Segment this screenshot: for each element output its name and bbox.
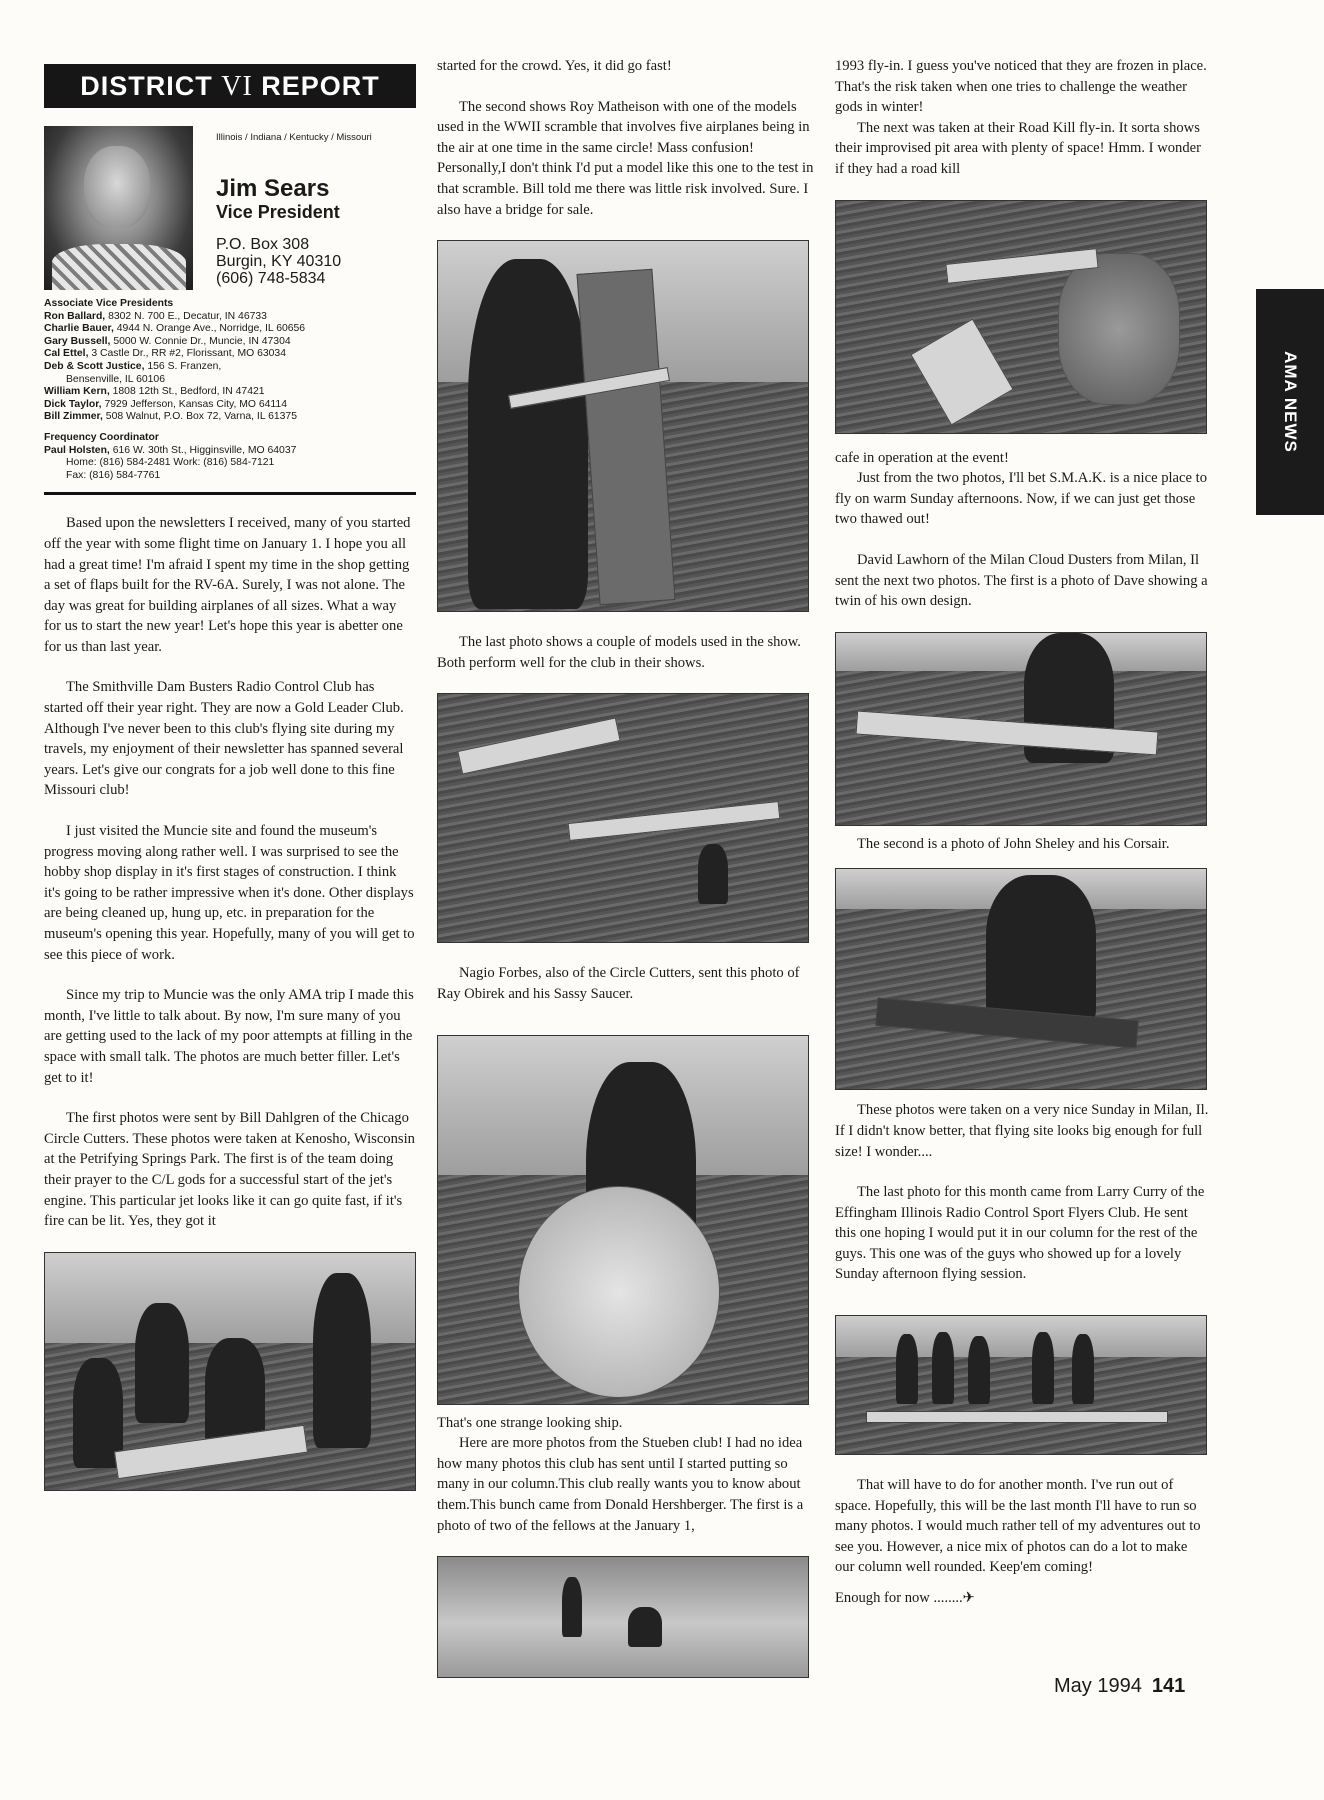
paragraph: The second shows Roy Matheison with one of the models used in the WWII scramble that involves five airplanes being in the air at one time in the same circle! Mass confusion! Personally,I don't think I'd put a model like this one to the test in that scramble. Bill told me there was little risk involved. Sure. I also have a bridge for sale. [437, 98, 814, 218]
closing-line: Enough for now ........✈ [835, 1590, 975, 1607]
assoc-entry [44, 386, 416, 399]
assoc-entry [44, 311, 416, 324]
issue-date: May 1994 [1054, 1675, 1142, 1697]
address-line: (606) 748-5834 [216, 270, 326, 287]
district-banner [44, 64, 416, 108]
associate-list [44, 298, 416, 482]
page-folio [1054, 1675, 1185, 1698]
assoc-info: 5000 W. Connie Dr., Muncie, IN 47304 [113, 335, 291, 347]
assoc-name: Cal Ettel, [44, 348, 89, 360]
paragraph: I just visited the Muncie site and found the museum's progress moving along rather well. I was surprised to see the hobby shop display in it's first stages of construction. I think it's going to be rather impressive when it's done. Other displays are being cleaned up, hung up, etc. in preparation for the museum's opening this year. Hopefully, many of you will get to see this piece of work. [44, 823, 415, 963]
banner-text: DISTRICT [80, 71, 222, 101]
photo-dave-twin [835, 632, 1207, 826]
paragraph: Here are more photos from the Stueben club! I had no idea how many photos this club has sent until I started putting so many in our column.This club really wants you to know about them.This bunch came from Donald Hershberger. The first is a photo of two of the fellows at the January 1, [437, 1435, 804, 1534]
paragraph: The last photo for this month came from Larry Curry of the Effingham Illinois Radio Control Sport Flyers Club. He sent this one hoping I would put it in our column for the rest of the guys. This one was of the guys who showed up for a lovely Sunday afternoon flying session. [835, 1184, 1205, 1283]
assoc-entry [44, 348, 416, 361]
assoc-name: Dick Taylor, [44, 398, 102, 410]
author-address [216, 236, 341, 287]
ama-news-label: AMA NEWS [1281, 351, 1300, 453]
author-name: Jim Sears [216, 175, 330, 202]
assoc-entry [44, 361, 416, 374]
banner-text-end: REPORT [252, 71, 380, 101]
freq-fax: Fax: (816) 584-7761 [66, 469, 161, 481]
assoc-info: 508 Walnut, P.O. Box 72, Varna, IL 61375 [105, 411, 297, 423]
paragraph: That will have to do for another month. I've run out of space. Hopefully, this will be the last month I'll have to run so many photos. I would much rather tell of my adventures out to see you. However, a nice mix of photos can do a lot to make our column well rounded. Keep'em coming! [835, 1477, 1201, 1576]
paragraph: The last photo shows a couple of models used in the show. Both perform well for the club in their shows. [437, 634, 801, 671]
paragraph: The second is a photo of John Sheley and his Corsair. [857, 835, 1170, 852]
assoc-info: 156 S. Franzen, [147, 360, 222, 372]
paragraph: Nagio Forbes, also of the Circle Cutters, sent this photo of Ray Obirek and his Sassy Saucer. [437, 965, 800, 1002]
column-left [44, 56, 416, 1491]
column-middle [437, 56, 815, 1678]
freq-heading: Frequency Coordinator [44, 431, 159, 443]
portrait-shirt [52, 244, 186, 290]
portrait-face [84, 146, 150, 228]
assoc-info: 7929 Jefferson, Kansas City, MO 64114 [104, 398, 287, 410]
photo-circle-cutters-team [44, 1252, 416, 1491]
paragraph: 1993 fly-in. I guess you've noticed that they are frozen in place. That's the risk taken when one tries to challenge the weather gods in winter! [835, 58, 1207, 116]
freq-phone: Home: (816) 584-2481 Work: (816) 584-7121 [66, 457, 275, 469]
paragraph: cafe in operation at the event! [835, 449, 1009, 466]
paragraph: Based upon the newsletters I received, many of you started off the year with some flight time on January 1. I hope you all had a great time! I'm afraid I spent my time in the shop getting a set of flaps built for the RV-6A. Surely, I was not alone. The day was great for building airplanes of all sizes. What a way for us to start the new year! Let's hope this year is abetter one for us than last year. [44, 515, 411, 655]
column-right [835, 56, 1209, 1609]
paragraph: That's one strange looking ship. [437, 1414, 623, 1431]
author-portrait [44, 126, 193, 290]
assoc-info: 8302 N. 700 E., Decatur, IN 46733 [108, 310, 267, 322]
freq-entry [44, 445, 416, 458]
page-number: 141 [1151, 1675, 1186, 1697]
freq-name: Paul Holsten, [44, 444, 110, 456]
author-title: Vice President [216, 202, 340, 222]
header-rule [44, 492, 416, 495]
banner-roman: VI [221, 71, 253, 102]
assoc-name: Gary Bussell, [44, 335, 111, 347]
assoc-info: 4944 N. Orange Ave., Norridge, IL 60656 [116, 323, 306, 335]
paragraph: Since my trip to Muncie was the only AMA trip I made this month, I've little to talk about. By now, I'm sure many of you are getting used to the lack of my poor attempts at filling in the space with small talk. The photos are much better filler. Let's get to it! [44, 987, 414, 1086]
assoc-name: Deb & Scott Justice, [44, 360, 145, 372]
paragraph: These photos were taken on a very nice Sunday in Milan, Il. If I didn't know better, that flying site looks big enough for full size! I wonder.... [835, 1102, 1209, 1160]
author-block [44, 118, 416, 288]
assoc-name: William Kern, [44, 386, 110, 398]
address-line: P.O. Box 308 [216, 236, 310, 253]
assoc-name: Charlie Bauer, [44, 323, 114, 335]
photo-john-sheley-corsair [835, 868, 1207, 1090]
paragraph: David Lawhorn of the Milan Cloud Dusters from Milan, Il sent the next two photos. The first is a photo of Dave showing a twin of his own design. [835, 551, 1208, 610]
photo-sassy-saucer [437, 1035, 809, 1405]
paragraph: The Smithville Dam Busters Radio Control Club has started off their year right. They are now a Gold Leader Club. Although I've never been to this club's flying site during my travels, my enjoyment of their newsletter has spanned several years. Let's give our congrats for a job well done to this fine Missouri club! [44, 679, 404, 799]
assoc-name: Bill Zimmer, [44, 411, 103, 423]
photo-effingham-group [835, 1315, 1207, 1455]
assoc-name: Ron Ballard, [44, 310, 106, 322]
assoc-info: 3 Castle Dr., RR #2, Florissant, MO 63034 [91, 348, 286, 360]
ama-news-tab [1256, 289, 1324, 515]
paragraph: started for the crowd. Yes, it did go fast! [437, 58, 672, 74]
assoc-info: 1808 12th St., Bedford, IN 47421 [112, 386, 265, 398]
assoc-entry [44, 399, 416, 412]
paragraph: The first photos were sent by Bill Dahlgren of the Chicago Circle Cutters. These photos were taken at Kenosho, Wisconsin at the Petrifying Springs Park. The first is of the team doing their prayer to the C/L gods for a successful start of the jet's engine. This particular jet looks like it can go quite fast, if it's fire can be lit. Yes, they got it [44, 1110, 415, 1230]
assoc-heading: Associate Vice Presidents [44, 298, 174, 309]
address-line: Burgin, KY 40310 [216, 253, 342, 270]
photo-frozen-fellows [437, 1556, 809, 1678]
photo-two-models [437, 693, 809, 943]
assoc-entry [44, 323, 416, 336]
paragraph: Just from the two photos, I'll bet S.M.A.K. is a nice place to fly on warm Sunday afternoons. Now, if we can just get those two thawed out! [835, 470, 1207, 528]
assoc-info: Bensenville, IL 60106 [66, 373, 165, 385]
assoc-entry [44, 374, 416, 387]
paragraph: The next was taken at their Road Kill fly-in. It sorta shows their improvised pit area with plenty of space! Hmm. I wonder if they had a road kill [835, 119, 1201, 177]
district-states: Illinois / Indiana / Kentucky / Missouri [216, 132, 372, 143]
assoc-entry [44, 411, 416, 424]
assoc-entry [44, 336, 416, 349]
freq-info: 616 W. 30th St., Higginsville, MO 64037 [112, 444, 297, 456]
photo-roy-matheison [437, 240, 809, 612]
photo-road-kill-pit [835, 200, 1207, 434]
